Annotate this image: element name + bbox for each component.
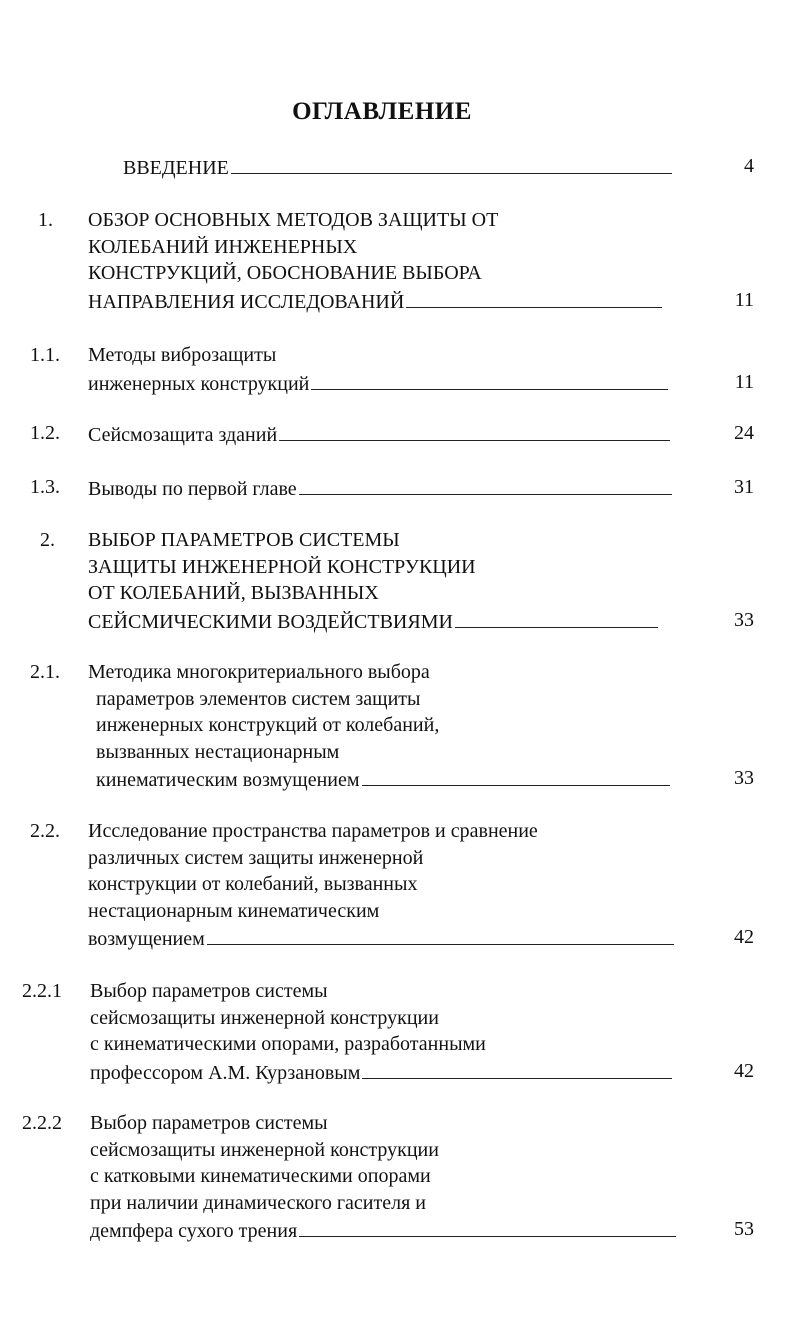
toc-entry-title-line: ВЫБОР ПАРАМЕТРОВ СИСТЕМЫ — [88, 529, 400, 551]
toc-entry-title-line: сейсмозащиты инженерной конструкции — [90, 1006, 439, 1029]
toc-entry-title-line: СЕЙСМИЧЕСКИМИ ВОЗДЕЙСТВИЯМИ — [88, 610, 453, 633]
toc-entry-number: 2.2.2 — [22, 1112, 62, 1134]
toc-entry-title-line: возмущением — [88, 928, 205, 950]
toc-entry-number: 1. — [38, 209, 53, 231]
toc-entry-title-line: Выбор параметров системы — [90, 1112, 328, 1134]
toc-page-number: 11 — [734, 288, 754, 311]
page-title: ОГЛАВЛЕНИЕ — [292, 98, 472, 125]
toc-entry-title-line: кинематическим возмущением — [96, 769, 360, 791]
toc-entry-title-line: КОЛЕБАНИЙ ИНЖЕНЕРНЫХ — [88, 235, 358, 258]
toc-entry-number: 2. — [40, 529, 55, 551]
toc-entry-title-line: инженерных конструкций от колебаний, — [96, 714, 440, 736]
toc-entry-title-line: НАПРАВЛЕНИЯ ИССЛЕДОВАНИЙ — [88, 290, 405, 313]
toc-entry-title-line: Выбор параметров системы — [90, 980, 328, 1002]
toc-page-number: 11 — [734, 370, 754, 393]
toc-page-number: 4 — [744, 155, 754, 177]
toc-entry-number: 1.2. — [30, 422, 60, 444]
toc-entry-title-line: демпфера сухого трения — [90, 1220, 298, 1242]
leader-line — [362, 1058, 672, 1079]
leader-line — [279, 420, 670, 441]
leader-line — [362, 765, 670, 786]
toc-entry-title-line: ОТ КОЛЕБАНИЙ, ВЫЗВАННЫХ — [88, 582, 379, 604]
leader-line — [231, 153, 672, 174]
toc-entry-title-line: сейсмозащиты инженерной конструкции — [90, 1138, 439, 1161]
leader-line — [207, 924, 674, 945]
toc-entry-title-line: различных систем защиты инженерной — [88, 846, 424, 869]
toc-entry-title-line: при наличии динамического гасителя и — [90, 1191, 427, 1214]
toc-entry-title-line: с кинематическими опорами, разработанными — [90, 1033, 486, 1055]
leader-line — [455, 607, 658, 628]
toc-entry-number: 1.1. — [30, 344, 60, 366]
toc-entry-title-line: нестационарным кинематическим — [88, 899, 380, 922]
toc-page-number: 33 — [734, 608, 754, 631]
leader-line — [406, 287, 662, 308]
leader-line — [299, 474, 672, 495]
toc-entry-title-line: Методика многокритериального выбора — [88, 661, 430, 683]
leader-line — [299, 1216, 676, 1237]
toc-entry-title-line: Методы виброзащиты — [88, 344, 277, 366]
toc-entry-title-line: ЗАЩИТЫ ИНЖЕНЕРНОЙ КОНСТРУКЦИИ — [88, 555, 476, 578]
toc-page-number: 42 — [734, 926, 754, 948]
toc-entry-title-line: параметров элементов систем защиты — [96, 687, 421, 710]
toc-page-number: 31 — [734, 476, 754, 498]
toc-entry-title-line: конструкции от колебаний, вызванных — [88, 873, 418, 895]
toc-entry-title-line: Выводы по первой главе — [88, 478, 297, 500]
leader-line — [311, 369, 668, 390]
toc-page-number: 53 — [734, 1218, 754, 1240]
toc-entry-title-line: Сейсмозащита зданий — [88, 424, 278, 446]
toc-page-number: 33 — [734, 767, 754, 789]
toc-entry-title-line: вызванных нестационарным — [96, 740, 340, 763]
toc-entry-title-line: с катковыми кинематическими опорами — [90, 1165, 431, 1187]
toc-page-number: 24 — [734, 422, 754, 444]
toc-entry-title-line: КОНСТРУКЦИЙ, ОБОСНОВАНИЕ ВЫБОРА — [88, 262, 482, 284]
toc-entry-title-line: ОБЗОР ОСНОВНЫХ МЕТОДОВ ЗАЩИТЫ ОТ — [88, 209, 499, 231]
toc-entry-title-line: ВВЕДЕНИЕ — [123, 157, 229, 179]
toc-entry-number: 2.2.1 — [22, 980, 62, 1002]
toc-entry-title-line: профессором А.М. Курзановым — [90, 1061, 361, 1084]
toc-page-number: 42 — [734, 1059, 754, 1082]
toc-entry-title-line: инженерных конструкций — [88, 372, 310, 395]
toc-entry-number: 2.2. — [30, 820, 60, 842]
toc-entry-title-line: Исследование пространства параметров и сравнение — [88, 820, 538, 842]
toc-entry-number: 2.1. — [30, 661, 60, 683]
toc-entry-number: 1.3. — [30, 476, 60, 498]
